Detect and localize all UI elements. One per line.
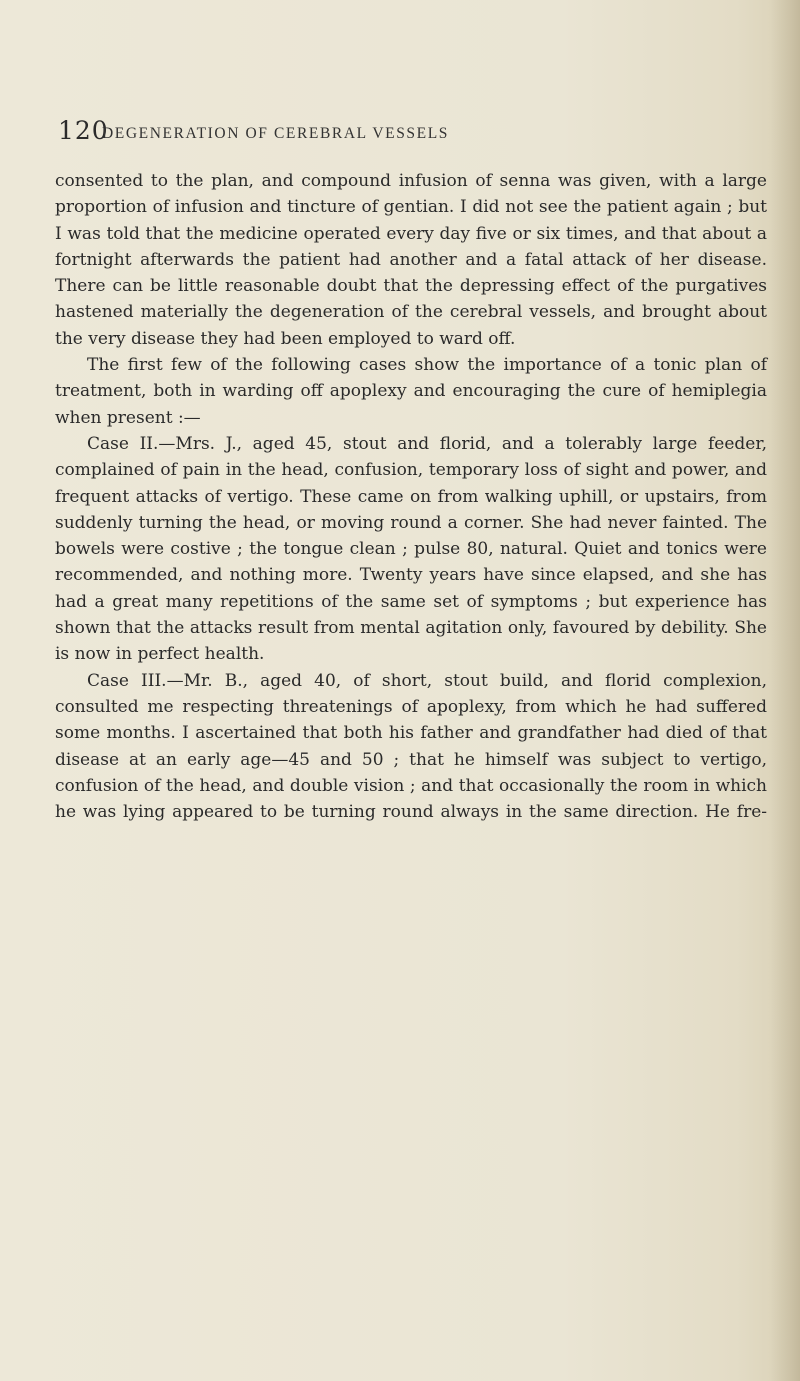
- paragraph-continuation: consented to the plan, and compound infusion of senna was given, with a large proportion of infusion and tincture of gentian. I did not see the patient again ; but I was told that the medicine operated every day five or six times, and that about a fortnight afterwards the patient had another and a fatal attack of her disease. There can be little reasonable doubt that the depressing effect of the purgatives hastened materially the degeneration of the cerebral vessels, and brought about the very disease they had been employed to ward off.: [55, 171, 767, 349]
- running-head: [58, 116, 758, 156]
- paragraph-tonic-plan: The first few of the following cases show the importance of a tonic plan of treatment, both in warding off apoplexy and encouraging the cure of hemiplegia when present :—: [55, 355, 767, 428]
- running-title: DEGENERATION OF CEREBRAL VESSELS: [102, 125, 450, 142]
- page-edge-shadow: [770, 0, 800, 1381]
- paragraph-case-iii: Case III.—Mr. B., aged 40, of short, stout build, and florid complexion, consulted me respecting threatenings of apoplexy, from which he had suffered some months. I ascertained that both his father and grandfather had died of that disease at an early age—45 and 50 ; that he himself was subject to vertigo, confusion of the head, and double vision ; and that occasionally the room in which he was lying appeared to be turning round always in the same direction. He fre-: [55, 670, 767, 823]
- paragraph-case-ii: Case II.—Mrs. J., aged 45, stout and florid, and a tolerably large feeder, complained of pain in the head, confusion, temporary loss of sight and power, and frequent attacks of vertigo. These came on from walking uphill, or upstairs, from suddenly turning the head, or moving round a corner. She had never fainted. The bowels were costive ; the tongue clean ; pulse 80, natural. Quiet and tonics were recommended, and nothing more. Twenty years have since elapsed, and she has had a great many repetitions of the same set of symptoms ; but experience has shown that the attacks result from mental agitation only, favoured by debility. She is now in perfect health.: [55, 433, 767, 665]
- page-number: 120: [58, 116, 109, 145]
- body-text: [55, 168, 767, 825]
